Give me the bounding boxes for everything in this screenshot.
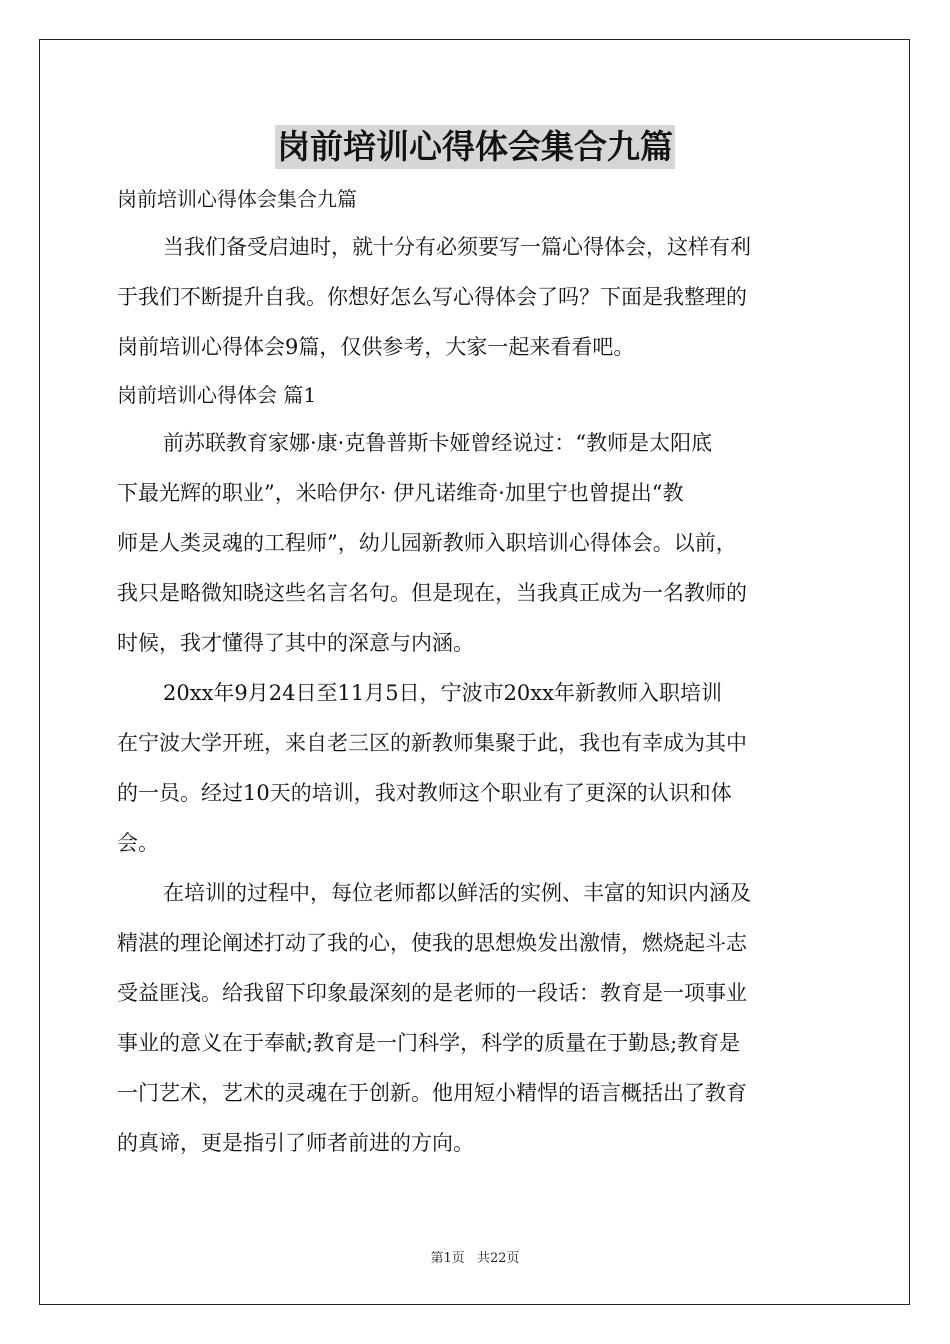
text-line: 我只是略微知晓这些名言名句。但是现在，当我真正成为一名教师的 <box>117 581 747 605</box>
text-line: 下最光辉的职业”，米哈伊尔· 伊凡诺维奇·加里宁也曾提出“教 <box>117 481 684 505</box>
intro-paragraph <box>117 222 833 372</box>
text-line: 的真谛，更是指引了师者前进的方向。 <box>117 1131 474 1155</box>
paragraph-2 <box>117 668 833 868</box>
text-line: 当我们备受启迪时，就十分有必须要写一篇心得体会，这样有利 <box>163 235 751 259</box>
section-heading: 岗前培训心得体会 篇1 <box>117 383 317 407</box>
text-line: 前苏联教育家娜·康·克鲁普斯卡娅曾经说过：“教师是太阳底 <box>163 431 713 455</box>
text-line: 的一员。经过10天的培训，我对教师这个职业有了更深的认识和体 <box>117 781 732 805</box>
paragraph-1 <box>117 418 833 668</box>
text-line: 岗前培训心得体会9篇，仅供参考，大家一起来看看吧。 <box>117 335 635 359</box>
page-total: 共22页 <box>476 1251 520 1266</box>
text-line: 于我们不断提升自我。你想好怎么写心得体会了吗？下面是我整理的 <box>117 285 747 309</box>
document-subtitle: 岗前培训心得体会集合九篇 <box>117 187 357 211</box>
text-line: 精湛的理论阐述打动了我的心，使我的思想焕发出激情，燃烧起斗志 <box>117 931 747 955</box>
text-line: 会。 <box>117 831 159 855</box>
text-line: 一门艺术，艺术的灵魂在于创新。他用短小精悍的语言概括出了教育 <box>117 1081 747 1105</box>
text-line: 在宁波大学开班，来自老三区的新教师集聚于此，我也有幸成为其中 <box>117 731 747 755</box>
text-line: 20xx年9月24日至11月5日，宁波市20xx年新教师入职培训 <box>163 681 722 705</box>
text-line: 时候，我才懂得了其中的深意与内涵。 <box>117 631 474 655</box>
text-line: 事业的意义在于奉献;教育是一门科学，科学的质量在于勤恳;教育是 <box>117 1031 741 1055</box>
paragraph-3 <box>117 868 833 1168</box>
text-line: 在培训的过程中，每位老师都以鲜活的实例、丰富的知识内涵及 <box>163 881 751 905</box>
text-line: 受益匪浅。给我留下印象最深刻的是老师的一段话：教育是一项事业 <box>117 981 747 1005</box>
text-line: 师是人类灵魂的工程师”，幼儿园新教师入职培训心得体会。以前， <box>117 531 737 555</box>
document-body <box>117 176 833 1168</box>
title-container <box>0 125 950 169</box>
document-title: 岗前培训心得体会集合九篇 <box>275 125 675 169</box>
page-number: 第1页 <box>430 1251 465 1266</box>
page-footer <box>0 1247 950 1266</box>
